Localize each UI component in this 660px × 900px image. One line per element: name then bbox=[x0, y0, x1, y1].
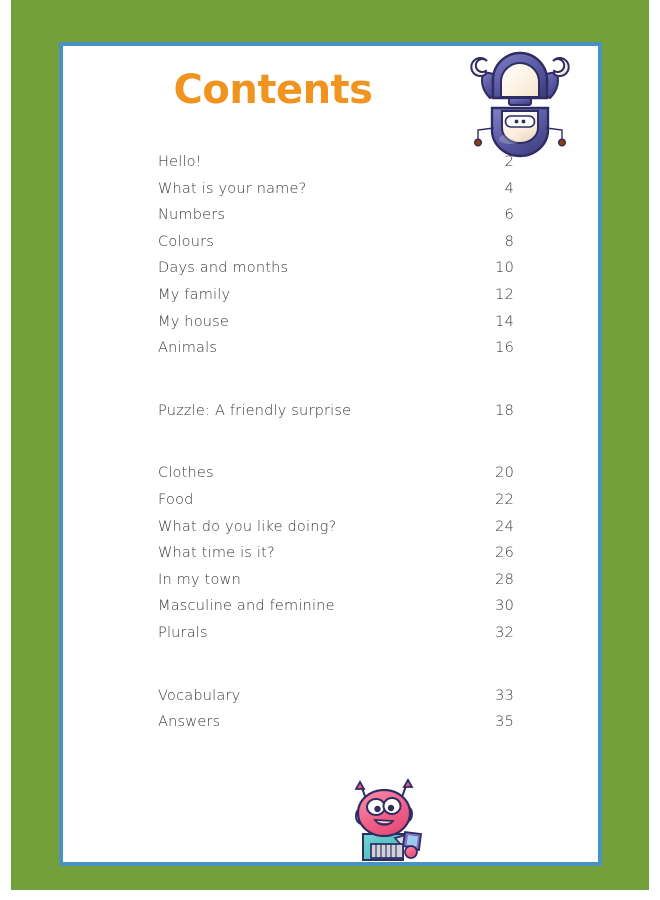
entry-title: Masculine and feminine bbox=[158, 598, 335, 615]
entry-page-number: 6 bbox=[504, 207, 514, 224]
contents-group bbox=[158, 154, 514, 367]
entry-page-number: 26 bbox=[495, 545, 514, 562]
contents-entry[interactable] bbox=[158, 492, 514, 519]
contents-entry[interactable] bbox=[158, 340, 514, 367]
page-title: Contents bbox=[173, 67, 373, 113]
contents-group bbox=[158, 403, 514, 430]
entry-page-number: 22 bbox=[495, 491, 514, 508]
entry-page-number: 10 bbox=[495, 260, 514, 277]
contents-entry[interactable] bbox=[158, 181, 514, 208]
entry-page-number: 8 bbox=[504, 233, 514, 250]
entry-page-number: 18 bbox=[495, 402, 514, 419]
contents-entry[interactable] bbox=[158, 154, 514, 181]
contents-entry[interactable] bbox=[158, 519, 514, 546]
contents-list bbox=[158, 154, 514, 741]
entry-page-number: 16 bbox=[495, 340, 514, 357]
contents-entry[interactable] bbox=[158, 207, 514, 234]
entry-title: What do you like doing? bbox=[158, 518, 337, 535]
contents-entry[interactable] bbox=[158, 465, 514, 492]
entry-title: Days and months bbox=[158, 260, 289, 277]
contents-entry[interactable] bbox=[158, 625, 514, 652]
contents-entry[interactable] bbox=[158, 403, 514, 430]
entry-title: My family bbox=[158, 286, 231, 303]
entry-page-number: 28 bbox=[495, 571, 514, 588]
entry-page-number: 14 bbox=[495, 313, 514, 330]
entry-page-number: 35 bbox=[495, 714, 514, 731]
entry-title: In my town bbox=[158, 571, 241, 588]
entry-page-number: 30 bbox=[495, 598, 514, 615]
entry-title: What is your name? bbox=[158, 180, 307, 197]
entry-title: Food bbox=[158, 491, 194, 508]
contents-entry[interactable] bbox=[158, 545, 514, 572]
entry-page-number: 32 bbox=[495, 624, 514, 641]
entry-page-number: 12 bbox=[495, 286, 514, 303]
entry-page-number: 4 bbox=[504, 180, 514, 197]
contents-entry[interactable] bbox=[158, 598, 514, 625]
entry-page-number: 24 bbox=[495, 518, 514, 535]
entry-page-number: 33 bbox=[495, 687, 514, 704]
entry-title: Colours bbox=[158, 233, 215, 250]
entry-title: Animals bbox=[158, 340, 218, 357]
contents-entry[interactable] bbox=[158, 714, 514, 741]
entry-page-number: 20 bbox=[495, 465, 514, 482]
pink-robot-with-tablet-icon bbox=[345, 776, 435, 866]
entry-title: Puzzle: A friendly surprise bbox=[158, 402, 352, 419]
contents-entry[interactable] bbox=[158, 234, 514, 261]
entry-title: My house bbox=[158, 313, 230, 330]
contents-group bbox=[158, 465, 514, 651]
contents-entry[interactable] bbox=[158, 572, 514, 599]
entry-title: Clothes bbox=[158, 465, 214, 482]
entry-title: Hello! bbox=[158, 154, 202, 170]
contents-entry[interactable] bbox=[158, 314, 514, 341]
entry-page-number: 2 bbox=[504, 154, 514, 170]
entry-title: Plurals bbox=[158, 624, 208, 641]
contents-group bbox=[158, 688, 514, 741]
contents-entry[interactable] bbox=[158, 688, 514, 715]
entry-title: Vocabulary bbox=[158, 687, 241, 704]
contents-entry[interactable] bbox=[158, 287, 514, 314]
contents-entry[interactable] bbox=[158, 260, 514, 287]
entry-title: Answers bbox=[158, 714, 221, 731]
entry-title: What time is it? bbox=[158, 545, 275, 562]
entry-title: Numbers bbox=[158, 207, 226, 224]
